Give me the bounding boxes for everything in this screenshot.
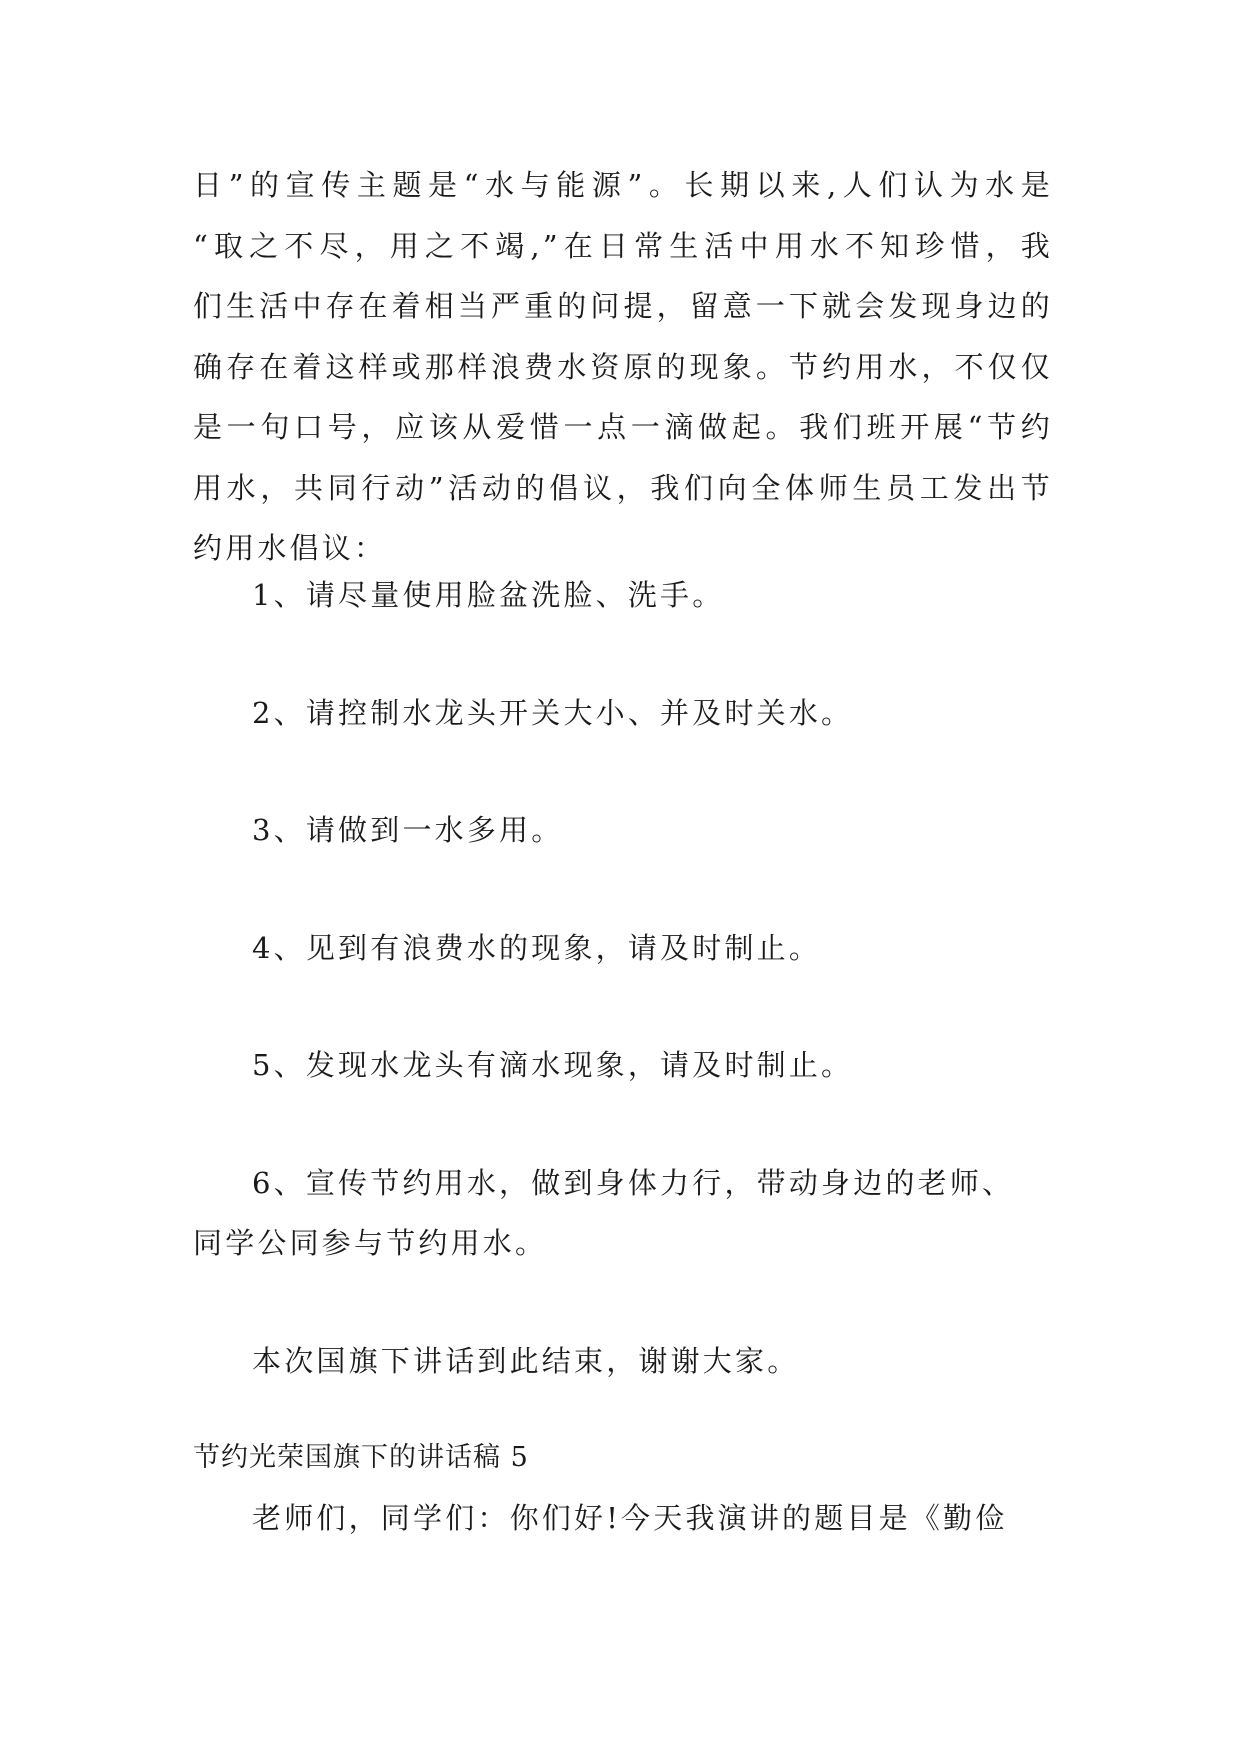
list-item: 1、请尽量使用脸盆洗脸、洗手。: [252, 578, 725, 612]
list-item: 3、请做到一水多用。: [252, 813, 564, 847]
paragraph-line: 约用水倡议：: [193, 531, 387, 565]
paragraph-line: 确存在着这样或那样浪费水资原的现象。节约用水，不仅仅: [193, 350, 1053, 384]
paragraph-line: 是一句口号，应该从爱惜一点一滴做起。我们班开展“节约: [193, 410, 1053, 444]
list-item: 6、宣传节约用水，做到身体力行，带动身边的老师、: [252, 1166, 1015, 1200]
list-item: 4、见到有浪费水的现象，请及时制止。: [252, 931, 822, 965]
list-item: 5、发现水龙头有滴水现象，请及时制止。: [252, 1048, 854, 1082]
list-item-continuation: 同学公同参与节约用水。: [193, 1226, 548, 1260]
paragraph-line: 日”的宣传主题是“水与能源”。长期以来,人们认为水是: [193, 168, 1053, 202]
paragraph-line: 老师们，同学们：你们好!今天我演讲的题目是《勤俭: [252, 1501, 1008, 1535]
paragraph-line: 用水，共同行动”活动的倡议，我们向全体师生员工发出节: [193, 471, 1053, 505]
paragraph-line: “取之不尽，用之不竭,”在日常生活中用水不知珍惜，我: [193, 229, 1053, 263]
paragraph-line: 们生活中存在着相当严重的问提，留意一下就会发现身边的: [193, 289, 1053, 323]
list-item: 2、请控制水龙头开关大小、并及时关水。: [252, 696, 854, 730]
section-heading: 节约光荣国旗下的讲话稿 5: [193, 1442, 529, 1473]
closing-line: 本次国旗下讲话到此结束，谢谢大家。: [252, 1344, 800, 1378]
